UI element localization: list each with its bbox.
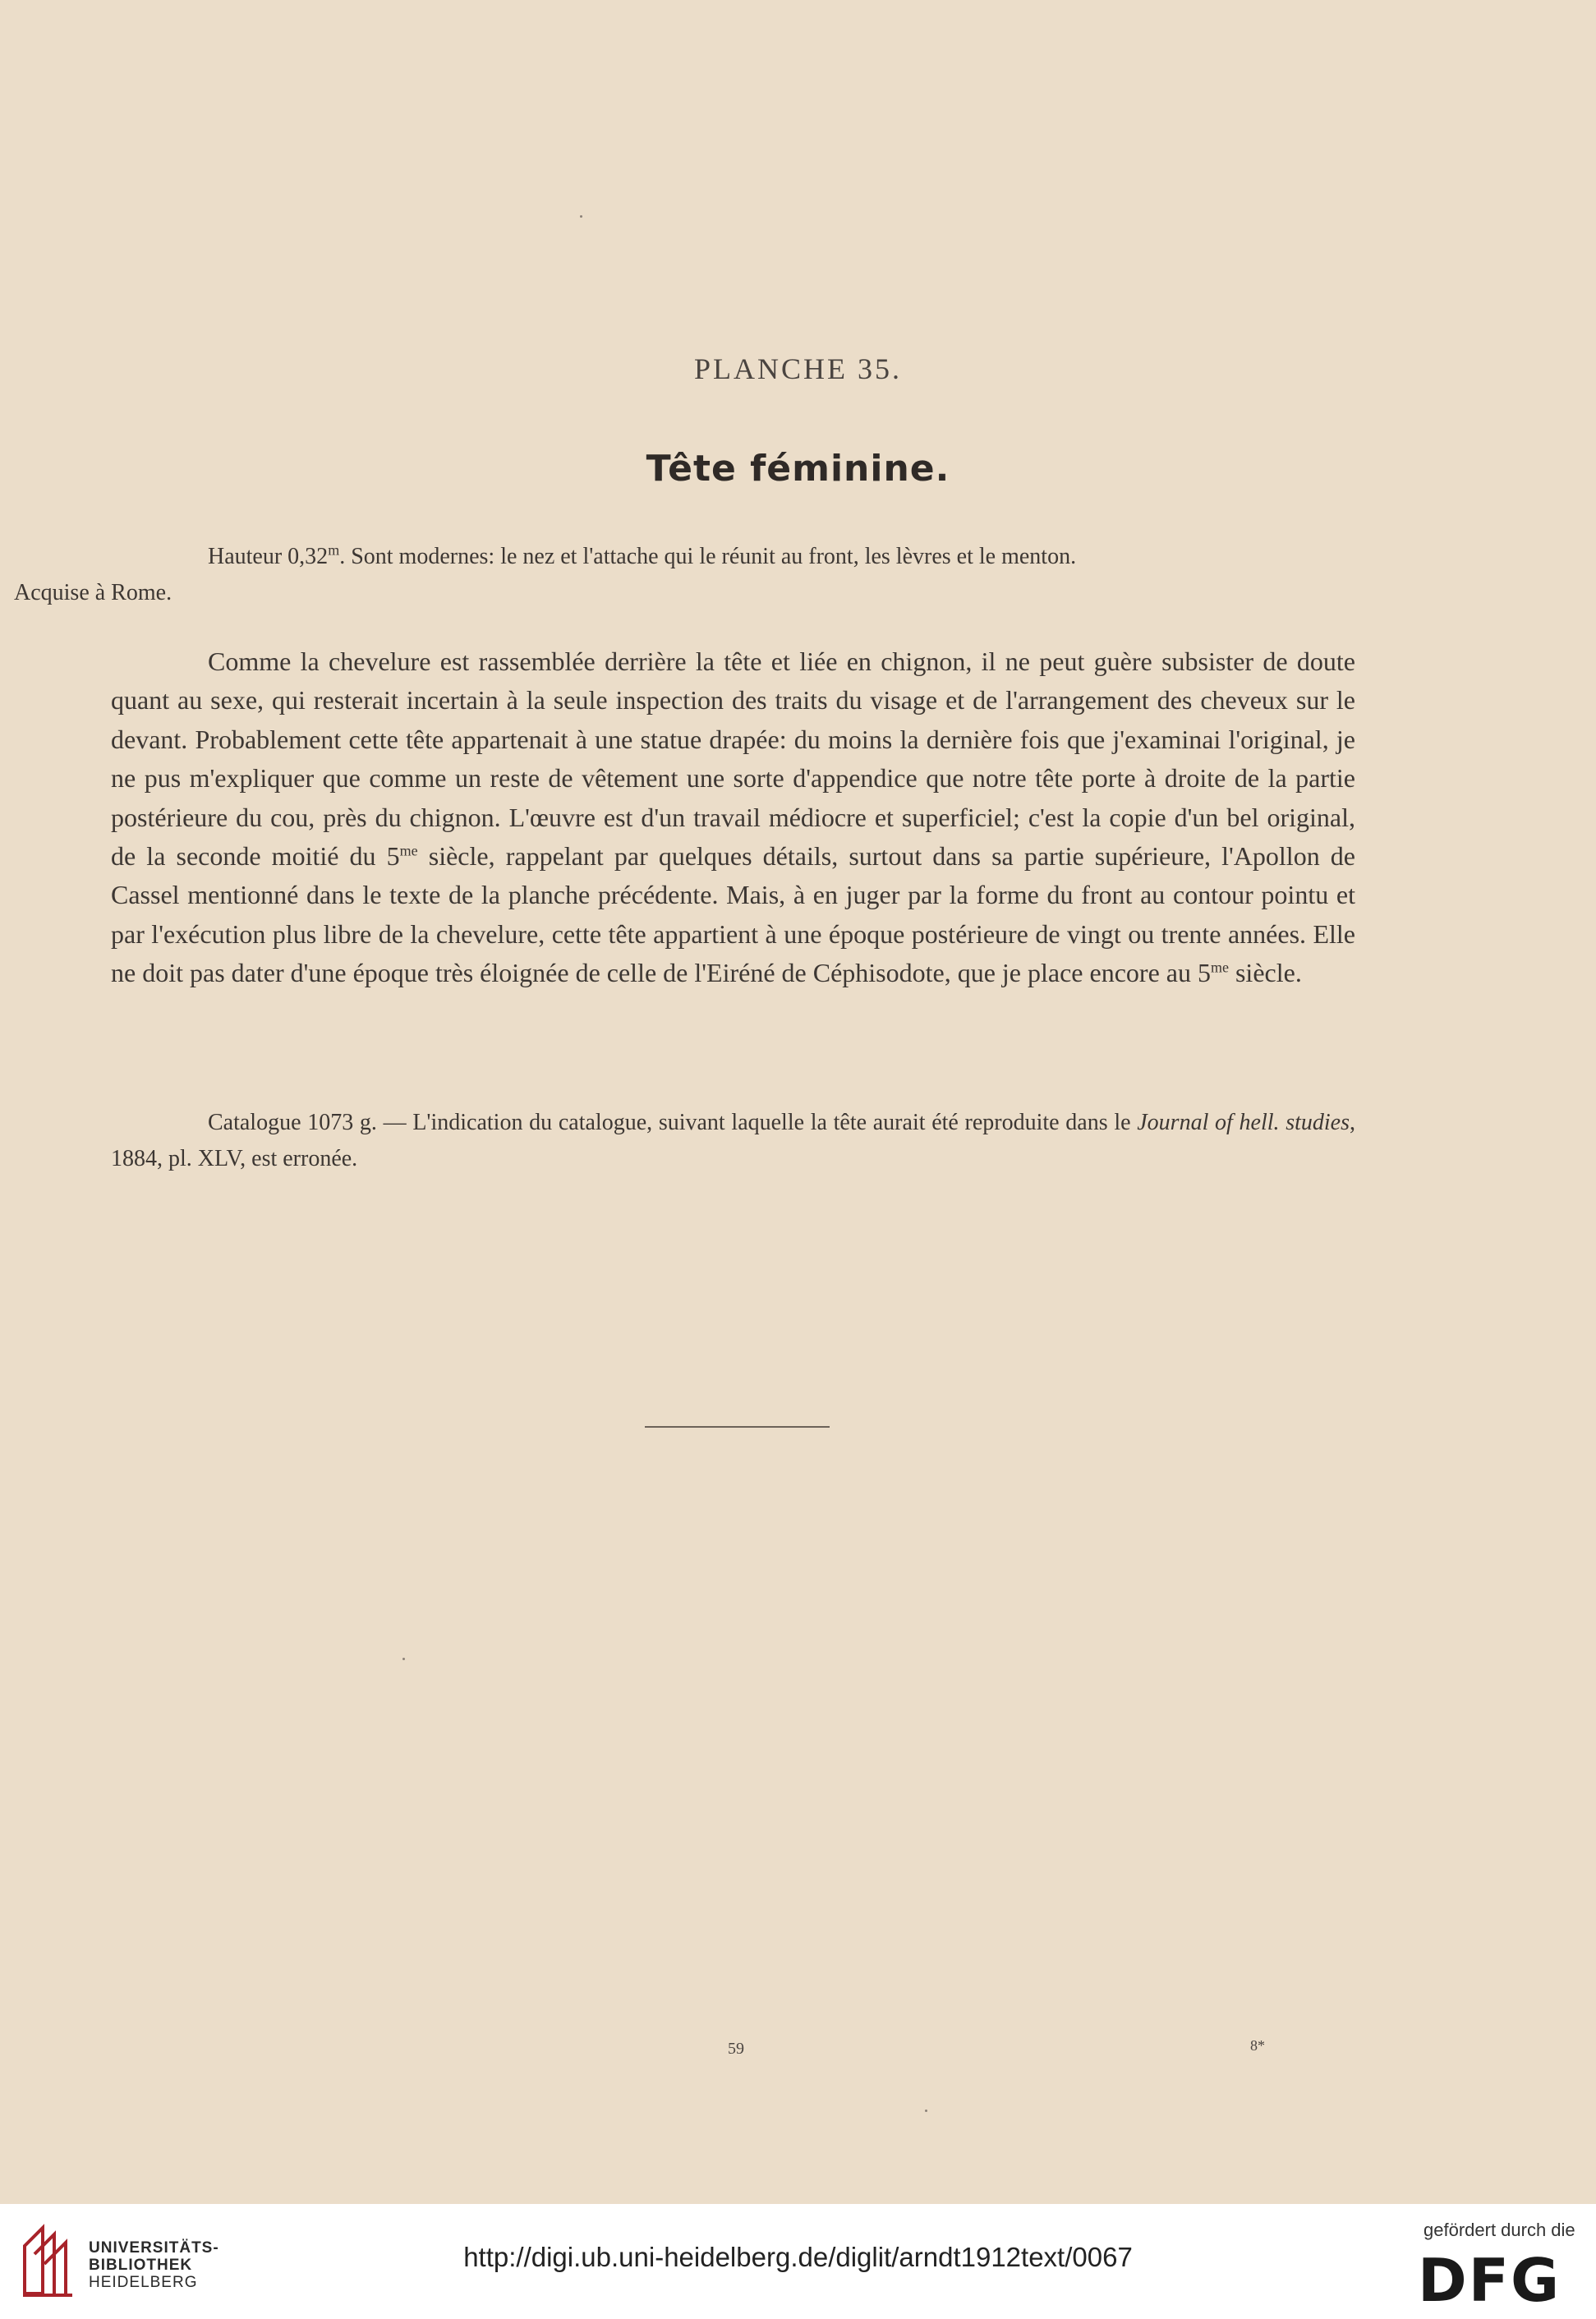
superscript-me-1: me: [399, 842, 418, 859]
permalink[interactable]: http://digi.ub.uni-heidelberg.de/diglit/arndt1912text/0067: [463, 2242, 1133, 2272]
height-unit: m: [328, 541, 340, 559]
funding-caption: gefördert durch die: [1424, 2220, 1575, 2240]
acquisition-text: Acquise à Rome.: [14, 580, 172, 605]
note-text-part2: , 1884, pl. XLV, est erronée.: [111, 1110, 1356, 1171]
library-name-line3: HEIDELBERG: [89, 2274, 198, 2291]
section-divider: [645, 1426, 830, 1428]
intro-paragraph: [14, 539, 1355, 611]
height-label: Hauteur 0,32: [208, 544, 329, 569]
body-text-part1: Comme la chevelure est rassemblée derrière la tête et liée en chignon, il ne peut guère subsister de doute quant au sexe, qui resterait incertain à la seule inspection des traits du visage et de l'arrangement des cheveux sur le devant. Probablement cette tête appartenait à une statue drapée: du moins la dernière fois que j'examinai l'original, je ne pus m'expliquer que comme un reste de vêtement une sorte d'appendice que notre tête porte à droite de la partie postérieure du cou, près du chignon. L'œuvre est d'un travail médiocre et superficiel; c'est la copie d'un bel original, de la seconde moitié du 5: [111, 646, 1355, 872]
body-text-part2: siècle, rappelant par quelques détails, surtout dans sa partie supérieure, l'Apollon de Cassel mentionné dans le texte de la planche précédente. Mais, à en juger par la forme du front au contour pointu et par l'exécution plus libre de la chevelure, cette tête appartient à une époque postérieure de vingt ou trente années. Elle ne doit pas dater d'une époque très éloignée de celle de l'Eiréné de Céphisodote, que je place encore au 5: [111, 841, 1356, 988]
page-number: 59: [728, 2040, 744, 2058]
library-name-line2: BIBLIOTHEK: [89, 2257, 193, 2274]
signature-mark: 8*: [1250, 2037, 1265, 2054]
body-text-end: siècle.: [1228, 958, 1302, 988]
library-name-line1: UNIVERSITÄTS-: [89, 2239, 219, 2257]
plate-number: PLANCHE 35.: [693, 352, 902, 385]
journal-title: Journal of hell. studies: [1137, 1110, 1350, 1135]
digitization-footer: [0, 2204, 1596, 2319]
paper-speck: [580, 215, 582, 218]
page-title: Tête féminine.: [646, 448, 950, 490]
dfg-logo: [1418, 2252, 1574, 2306]
catalogue-note: [111, 1105, 1355, 1177]
modern-parts-text: . Sont modernes: le nez et l'attache qui le réunit au front, les lèvres et le menton.: [339, 544, 1077, 569]
superscript-me-2: me: [1210, 959, 1229, 976]
paper-speck: [402, 1658, 405, 1660]
note-text-part1: Catalogue 1073 g. — L'indication du catalogue, suivant laquelle la tête aurait été reproduite dans le: [208, 1110, 1138, 1135]
paper-speck: [925, 2110, 927, 2112]
dfg-logo-text: DFG: [1418, 2252, 1562, 2306]
body-paragraph: [111, 642, 1355, 993]
